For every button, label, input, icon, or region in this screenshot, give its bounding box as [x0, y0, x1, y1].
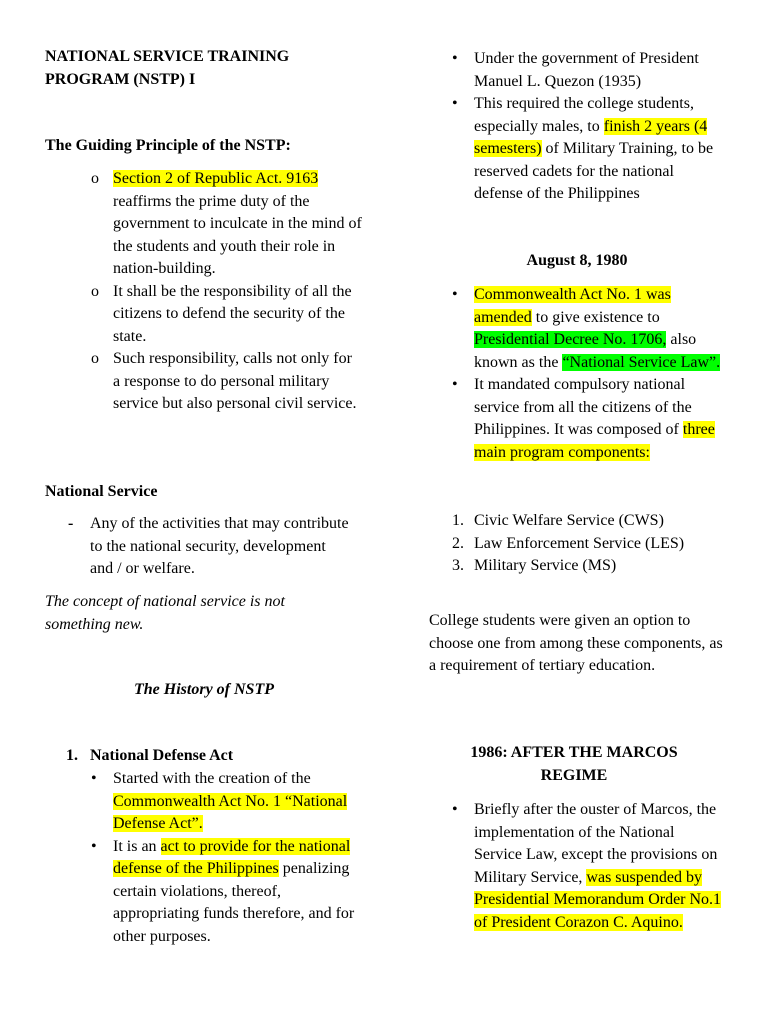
guiding-principle-heading: The Guiding Principle of the NSTP:	[45, 137, 291, 154]
guiding-principle-list	[91, 168, 363, 416]
components-list	[452, 510, 726, 578]
item-text: to give existence to	[531, 308, 660, 326]
component-item	[452, 555, 726, 578]
highlight-green-text: “National Service Law”.	[562, 353, 721, 371]
item-text: Such responsibility, calls not only for a response to do personal military service but also personal civil service.	[113, 350, 357, 412]
highlight-text: Section 2 of Republic Act. 9163	[113, 170, 319, 187]
national-service-list	[68, 513, 350, 581]
list-item	[91, 768, 363, 836]
highlight-text: Commonwealth Act No. 1 “National Defense Act”.	[113, 792, 348, 832]
component-item	[452, 510, 726, 533]
circle-bullet-icon: o	[91, 350, 99, 367]
bullet-icon: •	[452, 50, 458, 67]
item-number: 3.	[452, 557, 464, 574]
national-service-heading: National Service	[45, 483, 158, 500]
item-text: Started with the creation of the	[113, 770, 311, 787]
bullet-icon: •	[91, 837, 97, 855]
list-item	[452, 93, 726, 206]
list-item	[91, 168, 363, 281]
highlight-text: Commonwealth Act No. 1 was amended	[474, 286, 671, 326]
item-number: 2.	[452, 534, 464, 552]
marcos-heading: 1986: AFTER THE MARCOS REGIME	[470, 744, 678, 784]
bullet-icon: •	[452, 286, 458, 303]
marcos-list	[452, 799, 726, 934]
bullet-icon: •	[452, 801, 458, 818]
list-item	[452, 284, 726, 374]
august-list	[452, 284, 726, 464]
highlight-text: act to provide for the national defense of the Philippines	[113, 837, 351, 877]
document-title: NATIONAL SERVICE TRAINING PROGRAM (NSTP) I	[45, 48, 290, 88]
bullet-icon: •	[452, 95, 458, 112]
concept-note: The concept of national service is not something new.	[45, 593, 285, 633]
item-number: 1.	[452, 512, 464, 529]
item-text: Under the government of President Manuel L. Quezon (1935)	[474, 50, 699, 90]
highlight-text: three main program components:	[474, 421, 715, 461]
college-paragraph: College students were given an option to choose one from among these components, as a requirement of tertiary education.	[429, 612, 723, 674]
item-text: It shall be the responsibility of all the citizens to defend the security of the state.	[113, 282, 352, 345]
list-item	[68, 513, 350, 581]
item-text: Law Enforcement Service (LES)	[474, 534, 685, 552]
dash-bullet-icon: -	[68, 515, 74, 532]
item-text: Briefly after the ouster of Marcos, the implementation of the National Service Law, except the provisions on Military Service,	[474, 801, 718, 886]
item-text: penalizing certain violations, thereof, appropriating funds therefore, and for other purposes.	[113, 860, 355, 945]
list-item	[452, 48, 726, 93]
history-heading: The History of NSTP	[134, 681, 274, 698]
item-text: Any of the activities that may contribute to the national security, development and / or welfare.	[90, 515, 349, 577]
quezon-list	[452, 48, 726, 206]
nda-heading: National Defense Act	[90, 747, 234, 764]
circle-bullet-icon: o	[91, 170, 99, 187]
circle-bullet-icon: o	[91, 282, 99, 300]
nda-number: 1.	[66, 747, 78, 764]
highlight-text: was suspended by Presidential Memorandum Order No.1 of President Corazon C. Aquino.	[474, 868, 722, 931]
item-text: of Military Training, to be reserved cadets for the national defense of the Philippines	[474, 140, 714, 202]
highlight-green-text: Presidential Decree No. 1706,	[474, 331, 667, 348]
item-text: This required the college students, especially males, to	[474, 95, 694, 135]
list-item	[91, 348, 363, 416]
highlight-text: finish 2 years (4 semesters)	[474, 117, 708, 157]
list-item	[91, 281, 363, 349]
item-text: Civic Welfare Service (CWS)	[474, 512, 664, 529]
nda-list	[91, 768, 363, 948]
bullet-icon: •	[91, 770, 97, 787]
item-text: reaffirms the prime duty of the government to inculcate in the mind of the students and youth their role in nation-building.	[113, 192, 362, 277]
list-item	[91, 836, 363, 949]
item-text: also known as the	[474, 331, 697, 371]
list-item	[452, 374, 726, 464]
component-item	[452, 533, 726, 556]
list-item	[452, 799, 726, 934]
august-heading: August 8, 1980	[526, 252, 628, 269]
item-text: Military Service (MS)	[474, 557, 617, 574]
item-text: It mandated compulsory national service from all the citizens of the Philippines. It was composed of	[474, 376, 692, 438]
bullet-icon: •	[452, 376, 458, 393]
item-text: It is an	[113, 837, 161, 855]
